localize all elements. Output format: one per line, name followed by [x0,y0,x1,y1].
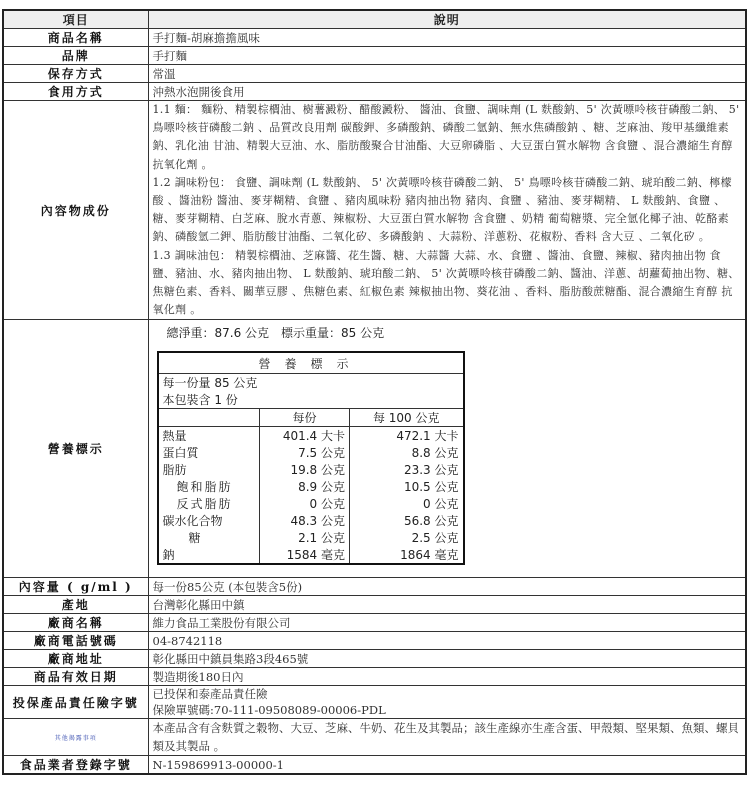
usage-label: 食用方式 [3,83,148,101]
nutrition-row [158,495,464,512]
insurance-label: 投保產品責任險字號 [3,686,148,719]
row-net-content [3,578,746,596]
origin-label: 產地 [3,596,148,614]
row-brand [3,47,746,65]
insurance-policy-number: 保險單號碼:70-111-09508089-00006-PDL [152,703,386,718]
nutrition-row [158,529,464,546]
nutrition-panel-title: 營養標示 [158,352,464,374]
row-origin [3,596,746,614]
nutrient-per-100g: 472.1 大卡 [350,427,464,445]
nutrient-col-header [158,409,260,427]
nutrient-per-serving: 19.8 公克 [260,461,350,478]
nutrient-name: 飽和脂肪 [176,480,233,495]
nutrient-per-serving: 7.5 公克 [260,444,350,461]
per-serving-col-header: 每份 [260,409,350,427]
phone-value: 04-8742118 [148,632,746,650]
nutrient-name: 鈉 [162,548,175,563]
header-item: 項目 [3,10,148,29]
product-name-value: 手打麵-胡麻擔擔風味 [148,29,746,47]
nutrient-per-100g: 2.5 公克 [350,529,464,546]
insurance-value [148,686,746,719]
ingredients-label: 內容物成份 [3,101,148,320]
nutrient-per-serving: 1584 毫克 [260,546,350,564]
row-other-disclosure [3,719,746,756]
nutrient-name: 反式脂肪 [176,497,233,512]
ingredients-seasoning-powder: 1.2 調味粉包： 食鹽、調味劑 (L 麩酸鈉、 5' 次黃嘌呤核苷磷酸二鈉、 5' 鳥嘌呤核苷磷酸二鈉、琥珀酸二鈉、檸檬酸 、醬油粉 醬油、麥芽糊精、食鹽 、豬肉風味粉 豬肉抽出物 豬肉、食鹽 、豬油、麥芽糊精、 L 麩酸鈉、食鹽 、糖、麥芽糊精、白芝麻、脫水青蔥、辣椒粉、大豆蛋白質水解物 含食鹽 、奶精 葡萄糖漿、完全氫化椰子油、乾酪素鈉、磷酸氫二鉀、脂肪酸甘油酯、二氧化矽、多磷酸鈉 、大蒜粉、洋蔥粉、花椒粉、香料 含大豆 、二氧化矽 。 [152,175,732,244]
other-disclosure-value: 本產品含有含麩質之穀物、大豆、芝麻、牛奶、花生及其製品；該生產線亦生產含蛋、甲殼類、堅果類、魚類、螺貝類及其製品 。 [148,719,746,756]
row-registration [3,756,746,775]
ingredients-seasoning-oil: 1.3 調味油包： 精製棕櫚油、芝麻醬、花生醬、糖、大蒜醬 大蒜、水、食鹽 、醬油、食鹽、辣椒、豬肉抽出物 食鹽、豬油、水、豬肉抽出物、 L 麩酸鈉、琥珀酸二鈉、 5' 次黃嘌呤核苷磷酸二鈉、醬油、洋蔥、胡蘿蔔抽出物、糖、焦糖色素、香料、關華豆膠 、焦糖色素、紅椒色素 辣椒抽出物、葵花油 、香料、脂肪酸蔗糖酯、混合濃縮生育醇 抗氧化劑 。 [152,248,740,317]
manufacturer-label: 廠商名稱 [3,614,148,632]
nutrient-name: 脂肪 [162,463,187,478]
nutrition-row [158,427,464,445]
per-100g-col-header: 每 100 公克 [350,409,464,427]
nutrition-row [158,512,464,529]
serving-size: 每一份量 85 公克 [162,376,258,391]
nutrition-row [158,478,464,495]
registration-label: 食品業者登錄字號 [3,756,148,775]
net-weight-text: 總淨重：87.6 公克 標示重量：85 公克 [166,326,385,341]
nutrition-facts-panel [157,351,465,565]
nutrition-label: 營養標示 [3,320,148,578]
nutrient-per-100g: 1864 毫克 [350,546,464,564]
row-storage [3,65,746,83]
brand-label: 品牌 [3,47,148,65]
nutrition-row [158,546,464,564]
servings-per-pack: 本包裝含 1 份 [158,391,464,409]
registration-value: N-159869913-00000-1 [148,756,746,775]
phone-label: 廠商電話號碼 [3,632,148,650]
row-insurance [3,686,746,719]
nutrition-row [158,461,464,478]
ingredients-noodle: 1.1 麵： 麵粉、精製棕櫚油、樹薯澱粉、醋酸澱粉、 醬油、食鹽、調味劑 (L 麩酸鈉、5' 次黃嘌呤核苷磷酸二鈉、 5' 鳥嘌呤核苷磷酸二鈉 、品質改良用劑 碳酸鉀、多磷酸鈉、磷酸二氫鈉、無水焦磷酸鈉 、糖、芝麻油、羧甲基纖維素鈉、乳化油 甘油、精製大豆油、水、脂肪酸聚合甘油酯、大豆卵磷脂 、大豆蛋白質水解物 含食鹽 、混合濃縮生育醇 抗氧化劑 。 [152,103,740,171]
nutrient-per-serving: 401.4 大卡 [260,427,350,445]
insurance-line-1: 已投保和泰產品責任險 [152,687,268,702]
storage-label: 保存方式 [3,65,148,83]
product-name-label: 商品名稱 [3,29,148,47]
brand-value: 手打麵 [148,47,746,65]
row-shelf-life [3,668,746,686]
nutrient-name: 糖 [188,531,201,546]
shelf-life-label: 商品有效日期 [3,668,148,686]
address-value: 彰化縣田中鎮員集路3段465號 [148,650,746,668]
nutrition-value [148,320,746,578]
nutrient-name: 熱量 [162,429,187,444]
nutrient-per-100g: 8.8 公克 [350,444,464,461]
header-description: 說明 [148,10,746,29]
row-ingredients [3,101,746,320]
net-content-value: 每一份85公克 (本包裝含5份) [148,578,746,596]
nutrient-per-serving: 8.9 公克 [260,478,350,495]
nutrient-per-100g: 56.8 公克 [350,512,464,529]
usage-value: 沖熱水泡開後食用 [148,83,746,101]
manufacturer-value: 維力食品工業股份有限公司 [148,614,746,632]
address-label: 廠商地址 [3,650,148,668]
shelf-life-value: 製造期後180日內 [148,668,746,686]
origin-value: 台灣彰化縣田中鎮 [148,596,746,614]
nutrient-name: 蛋白質 [162,446,199,461]
net-content-label: 內容量 ( g/ml ) [3,578,148,596]
other-disclosure-label: 其他揭露事項 [3,719,148,756]
nutrient-per-100g: 23.3 公克 [350,461,464,478]
product-spec-table [2,9,747,775]
row-address [3,650,746,668]
nutrient-per-100g: 0 公克 [350,495,464,512]
row-nutrition [3,320,746,578]
storage-value: 常溫 [148,65,746,83]
row-usage [3,83,746,101]
row-product-name [3,29,746,47]
nutrient-per-serving: 2.1 公克 [260,529,350,546]
nutrition-rows [158,427,464,565]
nutrient-per-100g: 10.5 公克 [350,478,464,495]
nutrient-name: 碳水化合物 [162,514,223,529]
table-header-row [3,10,746,29]
nutrient-per-serving: 0 公克 [260,495,350,512]
nutrient-per-serving: 48.3 公克 [260,512,350,529]
row-phone [3,632,746,650]
ingredients-value [148,101,746,320]
row-manufacturer [3,614,746,632]
nutrition-row [158,444,464,461]
